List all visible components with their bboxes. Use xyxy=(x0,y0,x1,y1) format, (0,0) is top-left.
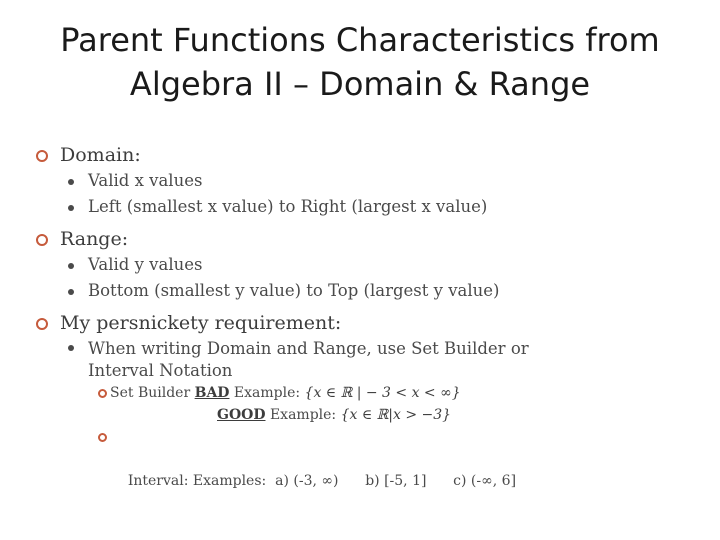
dot-bullet-icon xyxy=(68,179,74,185)
domain-item-text: Valid x values xyxy=(88,171,203,190)
set-builder-label: Set Builder xyxy=(110,385,195,401)
requirement-heading xyxy=(36,310,706,336)
good-label: GOOD xyxy=(217,407,266,423)
domain-item xyxy=(88,168,706,194)
small-circle-bullet-icon xyxy=(98,389,107,398)
set-builder-good-line xyxy=(110,404,706,426)
good-example-label: Example: xyxy=(265,407,341,423)
title-line-2: Algebra II – Domain & Range xyxy=(129,65,591,103)
domain-heading-text: Domain: xyxy=(60,144,141,166)
slide-content xyxy=(36,142,706,514)
requirement-item-line-2: Interval Notation xyxy=(88,361,233,380)
range-item-text: Valid y values xyxy=(88,255,203,274)
slide-title xyxy=(0,18,720,106)
requirement-item-line-1: When writing Domain and Range, use Set Builder or xyxy=(88,339,529,358)
requirement-item xyxy=(88,336,706,382)
interval-line xyxy=(110,426,706,514)
good-expression: {x ∈ ℝ|x > −3} xyxy=(340,407,452,423)
bad-expression: {x ∈ ℝ | − 3 < x < ∞} xyxy=(304,385,461,401)
circle-bullet-icon xyxy=(36,150,48,162)
bad-label: BAD xyxy=(194,385,230,401)
dot-bullet-icon xyxy=(68,289,74,295)
range-heading xyxy=(36,226,706,252)
dot-bullet-icon xyxy=(68,205,74,211)
dot-bullet-icon xyxy=(68,263,74,269)
circle-bullet-icon xyxy=(36,318,48,330)
range-heading-text: Range: xyxy=(60,228,129,250)
bad-example-label: Example: xyxy=(229,385,305,401)
domain-heading xyxy=(36,142,706,168)
range-item xyxy=(88,278,706,304)
domain-item-text: Left (smallest x value) to Right (largest x value) xyxy=(88,197,488,216)
dot-bullet-icon xyxy=(68,345,74,351)
small-circle-bullet-icon xyxy=(98,433,107,442)
range-item-text: Bottom (smallest y value) to Top (largest y value) xyxy=(88,281,500,300)
circle-bullet-icon xyxy=(36,234,48,246)
title-line-1: Parent Functions Characteristics from xyxy=(60,21,660,59)
interval-text: Interval: Examples: a) (-3, ∞) b) [-5, 1] c) (-∞, 6] xyxy=(127,473,517,489)
set-builder-bad-line xyxy=(110,382,706,404)
requirement-heading-text: My persnickety requirement: xyxy=(60,312,342,334)
range-item xyxy=(88,252,706,278)
domain-item xyxy=(88,194,706,220)
